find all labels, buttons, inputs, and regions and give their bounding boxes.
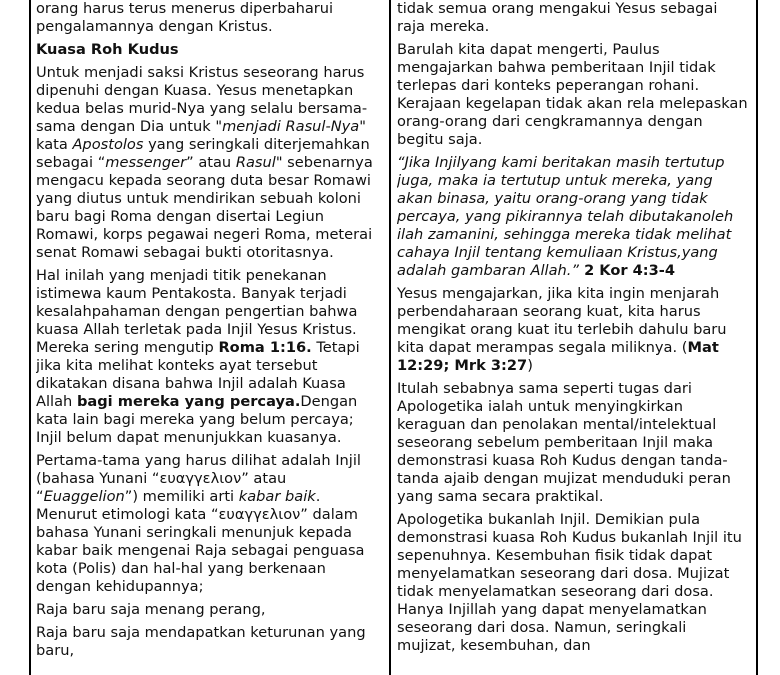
left-column-rule — [29, 0, 31, 675]
paragraph-orang-kuat: Yesus mengajarkan, jika kita ingin menjarah perbendaharaan seorang kuat, kita harus mengikat orang kuat itu terlebih dahulu baru kita dapat merampas segala miliknya. (Mat 12:29; Mrk 3:27) — [397, 285, 727, 374]
intro-paragraph — [36, 0, 384, 36]
paragraph-raja-keturunan: Raja baru saja mendapatkan keturunan yang baru, — [36, 624, 366, 659]
bible-quote — [397, 154, 749, 280]
quote-text: “Jika Injilyang kami beritakan masih tertutup juga, maka ia tertutup untuk mereka, yang akan binasa, yaitu orang-orang yang tidak percaya, yang pikirannya telah dibutakanoleh ilah zamanini, sehingga mereka tidak melihat cahaya Injil tentang kemuliaan Kristus,yang adalah gambaran Allah.” — [397, 154, 734, 279]
paragraph-saksi: Untuk menjadi saksi Kristus seseorang harus dipenuhi dengan Kuasa. Yesus menetapkan kedua belas murid-Nya yang selalu bersama-sama dengan Dia untuk "menjadi Rasul-Nya" kata Apostolos yang seringkali diterjemahkan sebagai “messenger” atau Rasul" sebenarnya mengacu kepada seorang duta besar Romawi yang diutus untuk mendirikan sebuah koloni baru bagi Roma dengan disertai Legiun Romawi, korps pegawai negeri Roma, meterai senat Romawi sebagai bukti otoritasnya. — [36, 64, 373, 261]
section-heading: Kuasa Roh Kudus — [36, 41, 179, 58]
paragraph-apologetika-bukan-injil: Apologetika bukanlah Injil. Demikian pula demonstrasi kuasa Roh Kudus bukanlah Injil itu sepenuhnya. Kesembuhan fisik tidak dapat menyelamatkan seseorang dari dosa. Mujizat tidak menyelamatkan seseorang dari dosa. Hanya Injillah yang dapat menyelamatkan seseorang dari dosa. Namun, seringkali mujizat, kesembuhan, dan — [397, 511, 742, 654]
paragraph-raja-mereka: tidak semua orang mengakui Yesus sebagai raja mereka. — [397, 0, 718, 35]
paragraph-paulus: Barulah kita dapat mengerti, Paulus mengajarkan bahwa pemberitaan Injil tidak terlepas dari konteks peperangan rohani. Kerajaan kegelapan tidak akan rela melepaskan orang-orang dari cengkramannya dengan begitu saja. — [397, 41, 748, 148]
left-column — [36, 0, 384, 675]
paragraph-injil-yunani: Pertama-tama yang harus dilihat adalah Injil (bahasa Yunani “ευαγγελιον” atau “Euaggelion”) memiliki arti kabar baik. Menurut etimologi kata “ευαγγελιον” dalam bahasa Yunani seringkali menunjuk kepada kabar baik mengenai Raja sebagai penguasa kota (Polis) dan hal-hal yang berkenaan dengan kehidupannya; — [36, 452, 365, 595]
paragraph-pentakosta: Hal inilah yang menjadi titik penekanan istimewa kaum Pentakosta. Banyak terjadi kesalahpahaman dengan pengertian bahwa kuasa Allah terletak pada Injil Yesus Kristus. Mereka sering mengutip Roma 1:16. Tetapi jika kita melihat konteks ayat tersebut dikatakan disana bahwa Injil adalah Kuasa Allah bagi mereka yang percaya.Dengan kata lain bagi mereka yang belum percaya; Injil belum dapat menunjukkan kuasanya. — [36, 267, 360, 446]
right-column-rule — [756, 0, 758, 675]
paragraph-apologetika-tugas: Itulah sebabnya sama seperti tugas dari Apologetika ialah untuk menyingkirkan keraguan dan penolakan mental/intelektual seseorang sebelum pemberitaan Injil maka demonstrasi kuasa Roh Kudus dengan tanda-tanda ajaib dengan mujizat menduduki peran yang sama secara praktikal. — [397, 380, 731, 505]
quote-reference: 2 Kor 4:3-4 — [578, 262, 676, 279]
right-column — [397, 0, 749, 675]
intro-line-1: orang harus terus menerus diperbaharui — [36, 0, 334, 17]
center-column-rule — [389, 0, 391, 675]
intro-line-2: pengalamannya dengan Kristus. — [36, 18, 273, 35]
paragraph-raja-menang: Raja baru saja menang perang, — [36, 601, 266, 618]
